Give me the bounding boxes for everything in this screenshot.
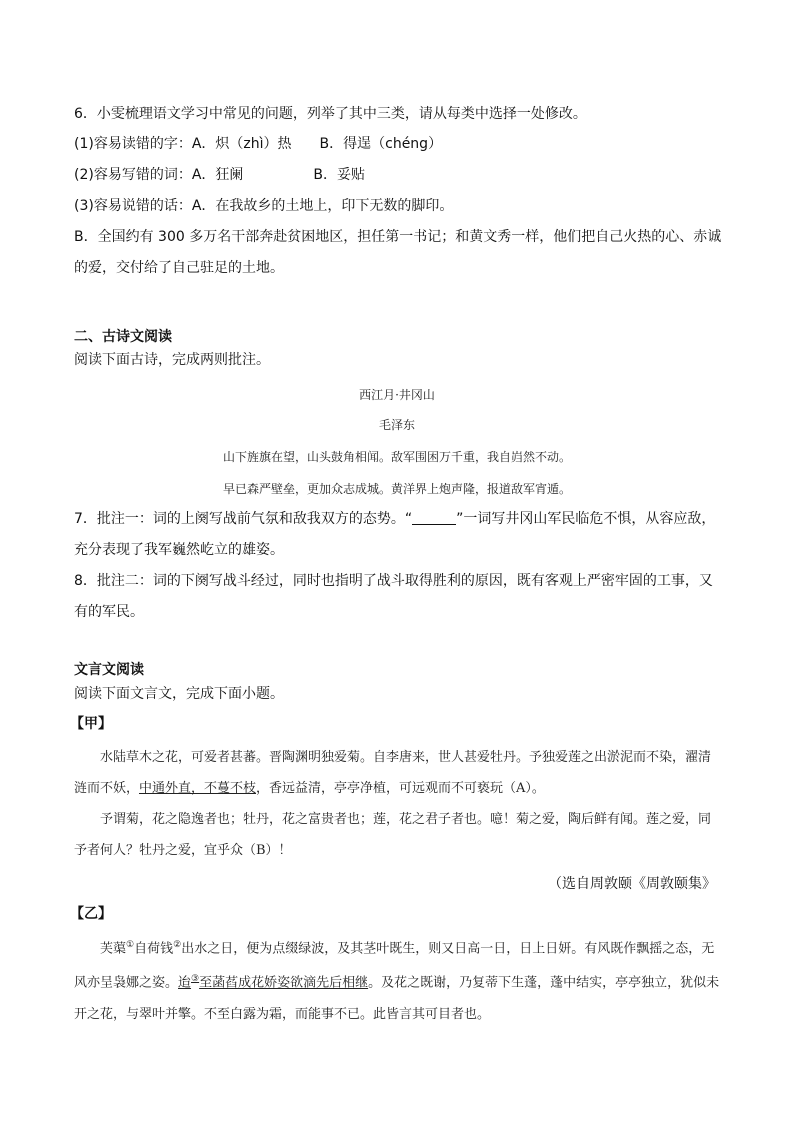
footnote-marker-2: ② [173,940,182,950]
passage-jia-paragraph-2: 予谓菊，花之隐逸者也；牡丹，花之富贵者也；莲，花之君子者也。噫！菊之爱，陶后鲜有闻。莲之爱，同予者何人？牡丹之爱，宜乎众（B）！ [74,812,712,858]
question-6-stem: 6．小雯梳理语文学习中常见的问题，列举了其中三类，请从每类中选择一处修改。 [74,106,587,122]
poem-line-1: 山下旌旗在望，山头鼓角相闻。敌军围困万千重，我自岿然不动。 [222,450,571,464]
poetry-instruction: 阅读下面古诗，完成两则批注。 [74,352,270,368]
question-7 [74,504,724,566]
passage-yi-text-1: 芙蕖 [100,941,127,957]
passage-jia-text-2: ，香远益清，亭亭净植，可远观而不可亵玩（A）。 [256,781,545,796]
poem-title: 西江月·井冈山 [359,388,435,402]
passage-yi-text-2: 自荷钱 [134,941,174,957]
footnote-marker-1: ① [126,940,135,950]
underlined-phrase-2: 至菡萏成花娇姿欲滴先后相继 [199,975,369,991]
passage-source: （选自周敦颐《周敦颐集》 [548,876,716,892]
classical-instruction: 阅读下面文言文，完成下面小题。 [74,686,284,702]
question-6-item-2: (2)容易写错的词：A．狂阑 B．妥贴 [74,167,366,183]
footnote-marker-3: ③ [191,974,200,985]
section-heading-poetry: 二、古诗文阅读 [74,329,172,345]
question-8: 8．批注二：词的下阕写战斗经过，同时也指明了战斗取得胜利的原因，既有客观上严密牢固的工事，又有的军民。 [74,573,713,620]
underlined-phrase: 中通外直，不蔓不枝 [139,781,257,796]
passage-jia-paragraph-1 [74,742,722,804]
passage-jia-label: 【甲】 [70,716,112,732]
passage-yi-text-3: 出水之日，便为点缀绿波，及其茎叶既生，则又日高一日，日上日妍。有风既作飘摇之态，无风亦呈袅娜之姿。 [74,941,715,991]
passage-yi-label: 【乙】 [70,906,112,922]
passage-yi-text-4: 。及花之既谢，乃复蒂下生蓬，蓬中结实，亭亭独立，犹似未开之花，与翠叶并擎。不至白露为霜，而能事不已。此皆言其可目者也。 [74,975,720,1022]
question-7-text-before: 7．批注一：词的上阕写战前气氛和敌我双方的态势。“ [74,511,413,527]
poem-author: 毛泽东 [378,418,415,432]
underlined-word: 迨 [178,975,192,991]
question-6-item-b: B．全国约有 300 多万名干部奔赴贫困地区，担任第一书记；和黄文秀一样，他们把自己火热的心、赤诚的爱，交付给了自己驻足的土地。 [74,229,722,276]
question-6-item-3: (3)容易说错的话：A．在我故乡的土地上，印下无数的脚印。 [74,198,454,214]
section-heading-classical: 文言文阅读 [74,662,144,678]
question-6-item-1: (1)容易读错的字：A．炽（zhì）热 B．得逞（chéng） [74,136,443,152]
passage-jia-text-1: 水陆草木之花，可爱者甚蕃。晋陶渊明独爱菊。自李唐来，世人甚爱牡丹。予独爱莲之出淤泥而不染，濯清涟而不妖， [74,750,712,796]
poem-line-2: 早已森严壁垒，更加众志成城。黄洋界上炮声隆，报道敌军宵遁。 [222,482,571,496]
passage-yi-paragraph [74,930,722,1030]
question-7-text-after: ”一词写井冈山军民临危不惧，从容应敌，充分表现了我军巍然屹立的雄姿。 [74,511,716,558]
answer-blank[interactable] [412,510,456,525]
